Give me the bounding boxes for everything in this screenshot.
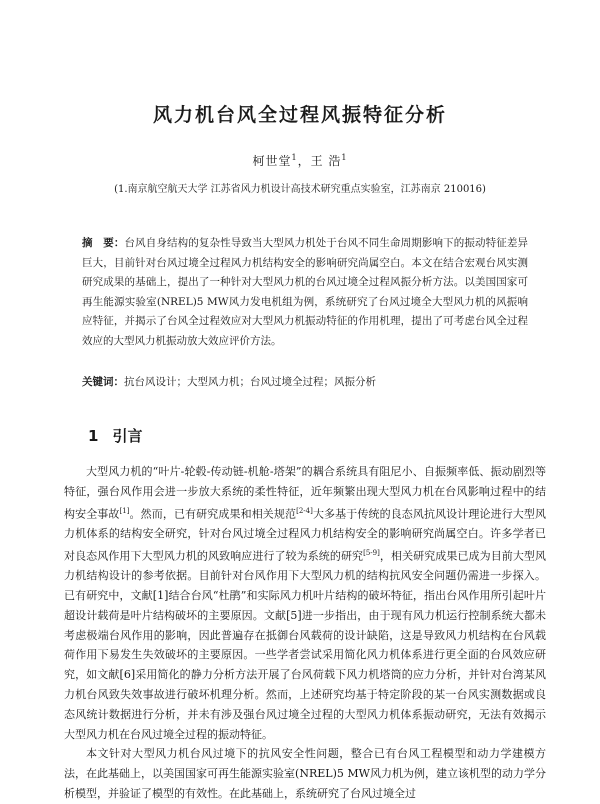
paragraph-text: ，相关研究成果已成为目前大型风力机结构设计的参考依据。目前针对台风作用下大型风力机的结构抗风安全问题仍需进一步探入。已有研究中，文献[1]结合台风“杜鹃”和实际风力机叶片结构的破坏特征，指出台风作用所引起叶片超设计载荷是叶片结构破坏的主要原因。文献[5]进一步指出，由于现有风力机运行控制系统大都未考虑极端台风作用的影响，因此普遍存在抵御台风载荷的设计缺陷，这是导致风力机结构在台风载荷作用下易发生失效破坏的主要原因。一些学者尝试采用简化风力机体系进行更全面的台风效应研究，如文献[6]采用简化的静力分析方法开展了台风荷载下风力机塔筒的应力分析，并针对台湾某风力机台风致失效事故进行破坏机理分析。然而，上述研究均基于特定阶段的某一台风实测数据或良态风统计数据进行分析，并未有涉及强台风过境全过程的大型风力机体系振动研究，无法有效揭示大型风力机在台风过境全过程的振动特征。 [64,549,547,741]
section-number: 1 [88,427,99,445]
paragraph: 本文针对大型风力机台风过境下的抗风安全性问题，整合已有台风工程模型和动力学建模方法，在此基础上，以美国国家可再生能源实验室(NREL)5 MW风力机为例，建立该机型的动力学分析模型，并验证了模型的有效性。在此基础上，系统研究了台风过境全过 [64,747,546,801]
paragraph-text: 大多基于传统的良态风抗风设计理论进行大型风力机体系的结构安全研究，针对台风过境全过程风力机结构安全的影响研究尚属空白。许多学者已对良态风作用下大型风力机的风致响应进行了较为系统的研究 [64,507,547,563]
keywords-text: 抗台风设计；大型风力机；台风过境全过程；风振分析 [124,376,376,388]
author-name: 王 浩 [310,154,342,168]
author-separator: ， [297,154,311,168]
body-text [64,462,546,804]
keywords [82,373,528,392]
citation: [5-9] [363,548,380,557]
abstract-label: 摘 要： [82,237,125,249]
section-heading [88,425,142,446]
keywords-label: 关键词： [82,376,124,388]
paragraph-text: 大型风力机的“叶片-轮毂-传动链-机舱-塔架”的耦合系统具有阻尼小、自振频率低、振动剧烈等特征，强台风作用会进一步放大系统的柔性特征，近年频繁出现大型风力机在台风影响过程中的结构安全事故 [64,465,546,521]
citation: [2-4] [296,506,313,515]
abstract [82,234,528,351]
author-line [0,152,600,169]
author-affiliation: (1.南京航空航天大学 江苏省风力机设计高技术研究重点实验室，江苏南京 210016) [114,184,486,195]
citation: [1] [119,506,130,515]
abstract-text: 台风自身结构的复杂性导致当大型风力机处于台风不同生命周期影响下的振动特征差异巨大，目前针对台风过境全过程风力机结构安全的影响研究尚属空白。本文在结合宏观台风实测研究成果的基础上，提出了一种针对大型风力机的台风过境全过程风振分析方法。以美国国家可再生能源实验室(NREL)5 MW风力发电机组为例，系统研究了台风过境全大型风力机的风振响应特征，并揭示了台风全过程效应对大型风力机振动特征的作用机理，提出了可考虑台风全过程效应的大型风力机振动放大效应评价方法。 [82,237,529,347]
section-title: 引言 [112,427,143,445]
paragraph-text: 。然而，已有研究成果和相关规范 [129,507,297,521]
author-name: 柯世堂 [252,154,292,168]
paragraph [64,462,546,744]
paper-title: 风力机台风全过程风振特征分析 [152,104,447,126]
author-affiliation-mark: 1 [291,153,298,162]
author-affiliation-mark: 1 [341,153,348,162]
